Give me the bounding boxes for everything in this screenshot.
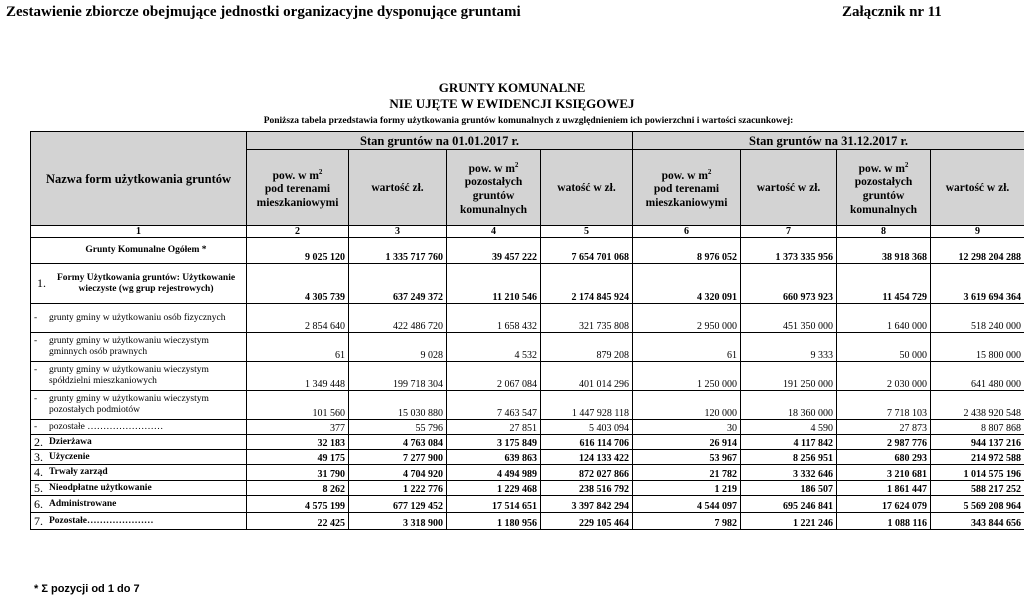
cell-value: 2 854 640 (247, 304, 349, 333)
table-row (31, 465, 1024, 481)
cell-value: 31 790 (247, 465, 349, 481)
annex-label: Załącznik nr 11 (842, 4, 942, 20)
column-index: 5 (541, 226, 633, 238)
cell-value: 26 914 (633, 435, 741, 450)
cell-value: 1 373 335 956 (741, 238, 837, 264)
table-row (31, 496, 1024, 513)
row-name: grunty gminy w użytkowaniu wieczystym pozostałych podmiotów (49, 394, 209, 415)
cell-value: 4 320 091 (633, 264, 741, 304)
row-marker: - (34, 394, 38, 404)
column-index-row (31, 226, 1024, 238)
cell-value: 944 137 216 (931, 435, 1024, 450)
cell-value: 879 208 (541, 333, 633, 362)
cell-value: 4 704 920 (349, 465, 447, 481)
main-title-line1: GRUNTY KOMUNALNE (438, 80, 586, 95)
row-label (31, 304, 247, 333)
cell-value: 1 014 575 196 (931, 465, 1024, 481)
cell-value: 11 454 729 (837, 264, 931, 304)
column-header-6: pow. w $m^2$ pod terenami mieszkaniowymi (633, 150, 741, 226)
cell-value: 39 457 222 (447, 238, 541, 264)
cell-value: 191 250 000 (741, 362, 837, 391)
cell-value: 27 851 (447, 420, 541, 435)
cell-value: 21 782 (633, 465, 741, 481)
cell-value: 30 (633, 420, 741, 435)
cell-value: 639 863 (447, 450, 541, 465)
cell-value: 3 318 900 (349, 513, 447, 530)
cell-value: 238 516 792 (541, 481, 633, 496)
column-header-4: pow. w $m^2$ pozostałych gruntów komunalnych (447, 150, 541, 226)
column-header-5: watość w zł. (541, 150, 633, 226)
cell-value: 8 976 052 (633, 238, 741, 264)
table-row (31, 391, 1024, 420)
cell-value: 3 397 842 294 (541, 496, 633, 513)
row-name: Nieodpłatne użytkowanie (49, 482, 152, 493)
row-label (31, 450, 247, 465)
row-label (31, 465, 247, 481)
cell-value: 637 249 372 (349, 264, 447, 304)
cell-value: 1 219 (633, 481, 741, 496)
row-label (31, 435, 247, 450)
cell-value: 2 067 084 (447, 362, 541, 391)
column-index: 8 (837, 226, 931, 238)
column-header-9: wartość w zł. (931, 150, 1024, 226)
cell-value: 660 973 923 (741, 264, 837, 304)
group-header-end-2017: Stan gruntów na 31.12.2017 r. (633, 132, 1024, 150)
row-name: Grunty Komunalne Ogółem * (85, 245, 207, 255)
main-title-line2: NIE UJĘTE W EWIDENCJI KSIĘGOWEJ (389, 96, 635, 111)
row-name: Administrowane (49, 498, 117, 509)
row-label (31, 391, 247, 420)
cell-value: 518 240 000 (931, 304, 1024, 333)
table-row (31, 450, 1024, 465)
cell-value: 186 507 (741, 481, 837, 496)
table-row (31, 304, 1024, 333)
cell-value: 680 293 (837, 450, 931, 465)
cell-value: 4 117 842 (741, 435, 837, 450)
row-name: grunty gminy w użytkowaniu wieczystym spółdzielni mieszkaniowych (49, 365, 209, 386)
row-marker: - (34, 365, 38, 375)
cell-value: 1 222 776 (349, 481, 447, 496)
cell-value: 49 175 (247, 450, 349, 465)
cell-value: 641 480 000 (931, 362, 1024, 391)
cell-value: 1 447 928 118 (541, 391, 633, 420)
column-index: 7 (741, 226, 837, 238)
cell-value: 2 174 845 924 (541, 264, 633, 304)
column-header-3: wartość zł. (349, 150, 447, 226)
row-label (31, 513, 247, 530)
row-marker: 6. (34, 496, 43, 511)
cell-value: 321 735 808 (541, 304, 633, 333)
cell-value: 4 544 097 (633, 496, 741, 513)
table-row (31, 513, 1024, 530)
row-label (31, 333, 247, 362)
cell-value: 8 807 868 (931, 420, 1024, 435)
cell-value: 5 403 094 (541, 420, 633, 435)
column-index: 9 (931, 226, 1024, 238)
column-index: 3 (349, 226, 447, 238)
table-row (31, 264, 1024, 304)
cell-value: 451 350 000 (741, 304, 837, 333)
land-use-table (30, 131, 1024, 530)
cell-value: 1 088 116 (837, 513, 931, 530)
cell-value: 3 619 694 364 (931, 264, 1024, 304)
cell-value: 18 360 000 (741, 391, 837, 420)
cell-value: 588 217 252 (931, 481, 1024, 496)
cell-value: 101 560 (247, 391, 349, 420)
cell-value: 677 129 452 (349, 496, 447, 513)
table-description: Poniższa tabela przedstawia formy użytkowania gruntów komunalnych z uwzględnieniem ich powierzchni i wartości szacunkowej: (263, 116, 794, 126)
cell-value: 1 180 956 (447, 513, 541, 530)
row-name: Dzierżawa (49, 436, 92, 447)
cell-value: 9 333 (741, 333, 837, 362)
cell-value: 5 569 208 964 (931, 496, 1024, 513)
cell-value: 2 030 000 (837, 362, 931, 391)
cell-value: 3 175 849 (447, 435, 541, 450)
cell-value: 9 025 120 (247, 238, 349, 264)
cell-value: 1 250 000 (633, 362, 741, 391)
row-marker: - (34, 421, 38, 432)
cell-value: 377 (247, 420, 349, 435)
cell-value: 15 030 880 (349, 391, 447, 420)
row-name: Trwały zarząd (49, 467, 108, 477)
table-row (31, 420, 1024, 435)
cell-value: 1 658 432 (447, 304, 541, 333)
cell-value: 1 861 447 (837, 481, 931, 496)
footnote: * Σ pozycji od 1 do 7 (34, 583, 140, 595)
cell-value: 1 221 246 (741, 513, 837, 530)
cell-value: 53 967 (633, 450, 741, 465)
row-label (31, 496, 247, 513)
cell-value: 9 028 (349, 333, 447, 362)
cell-value: 4 763 084 (349, 435, 447, 450)
cell-value: 61 (247, 333, 349, 362)
cell-value: 4 494 989 (447, 465, 541, 481)
cell-value: 1 640 000 (837, 304, 931, 333)
cell-value: 17 624 079 (837, 496, 931, 513)
row-label (31, 420, 247, 435)
cell-value: 4 575 199 (247, 496, 349, 513)
cell-value: 401 014 296 (541, 362, 633, 391)
cell-value: 1 349 448 (247, 362, 349, 391)
row-marker: - (34, 336, 38, 346)
cell-value: 214 972 588 (931, 450, 1024, 465)
column-index: 1 (31, 226, 247, 238)
row-marker: 5. (34, 480, 43, 495)
row-name: Użyczenie (49, 451, 90, 462)
cell-value: 2 438 920 548 (931, 391, 1024, 420)
cell-value: 11 210 546 (447, 264, 541, 304)
cell-value: 22 425 (247, 513, 349, 530)
cell-value: 124 133 422 (541, 450, 633, 465)
column-header-8: pow. w $m^2$ pozostałych gruntów komunalnych (837, 150, 931, 226)
row-label (31, 238, 247, 264)
table-row (31, 333, 1024, 362)
cell-value: 15 800 000 (931, 333, 1024, 362)
cell-value: 7 982 (633, 513, 741, 530)
cell-value: 199 718 304 (349, 362, 447, 391)
cell-value: 8 262 (247, 481, 349, 496)
row-name: grunty gminy w użytkowaniu wieczystym gminnych osób prawnych (49, 336, 209, 357)
cell-value: 4 532 (447, 333, 541, 362)
row-marker: 2. (34, 434, 43, 449)
cell-value: 695 246 841 (741, 496, 837, 513)
row-marker: 1. (37, 276, 46, 290)
row-name: grunty gminy w użytkowaniu osób fizycznych (49, 312, 226, 323)
cell-value: 17 514 651 (447, 496, 541, 513)
table-row (31, 481, 1024, 496)
cell-value: 7 277 900 (349, 450, 447, 465)
row-label (31, 264, 247, 304)
table-row (31, 238, 1024, 264)
group-header-start-2017: Stan gruntów na 01.01.2017 r. (247, 132, 633, 150)
row-marker: 7. (34, 513, 43, 528)
cell-value: 229 105 464 (541, 513, 633, 530)
cell-value: 2 950 000 (633, 304, 741, 333)
cell-value: 32 183 (247, 435, 349, 450)
column-index: 2 (247, 226, 349, 238)
cell-value: 120 000 (633, 391, 741, 420)
table-row (31, 435, 1024, 450)
row-marker: 4. (34, 465, 43, 479)
row-name: Formy Użytkowania gruntów: Użytkowanie wieczyste (wg grup rejestrowych) (56, 272, 236, 294)
column-header-name: Nazwa form użytkowania gruntów (31, 132, 247, 226)
cell-value: 38 918 368 (837, 238, 931, 264)
cell-value: 1 335 717 760 (349, 238, 447, 264)
cell-value: 27 873 (837, 420, 931, 435)
column-index: 4 (447, 226, 541, 238)
cell-value: 7 654 701 068 (541, 238, 633, 264)
cell-value: 422 486 720 (349, 304, 447, 333)
cell-value: 1 229 468 (447, 481, 541, 496)
column-header-2: pow. w $m^2$ pod terenami mieszkaniowymi (247, 150, 349, 226)
cell-value: 7 463 547 (447, 391, 541, 420)
cell-value: 2 987 776 (837, 435, 931, 450)
row-name: Pozostałe………………… (49, 515, 154, 526)
cell-value: 8 256 951 (741, 450, 837, 465)
cell-value: 872 027 866 (541, 465, 633, 481)
cell-value: 4 305 739 (247, 264, 349, 304)
column-header-7: wartość w zł. (741, 150, 837, 226)
cell-value: 61 (633, 333, 741, 362)
row-label (31, 481, 247, 496)
cell-value: 50 000 (837, 333, 931, 362)
document-title: Zestawienie zbiorcze obejmujące jednostki organizacyjne dysponujące gruntami (6, 4, 521, 20)
cell-value: 343 844 656 (931, 513, 1024, 530)
table-row (31, 362, 1024, 391)
cell-value: 4 590 (741, 420, 837, 435)
cell-value: 7 718 103 (837, 391, 931, 420)
column-index: 6 (633, 226, 741, 238)
cell-value: 12 298 204 288 (931, 238, 1024, 264)
row-label (31, 362, 247, 391)
row-marker: 3. (34, 449, 43, 464)
cell-value: 3 210 681 (837, 465, 931, 481)
cell-value: 616 114 706 (541, 435, 633, 450)
cell-value: 55 796 (349, 420, 447, 435)
row-marker: - (34, 312, 38, 323)
cell-value: 3 332 646 (741, 465, 837, 481)
row-name: pozostałe …………………… (49, 421, 164, 432)
